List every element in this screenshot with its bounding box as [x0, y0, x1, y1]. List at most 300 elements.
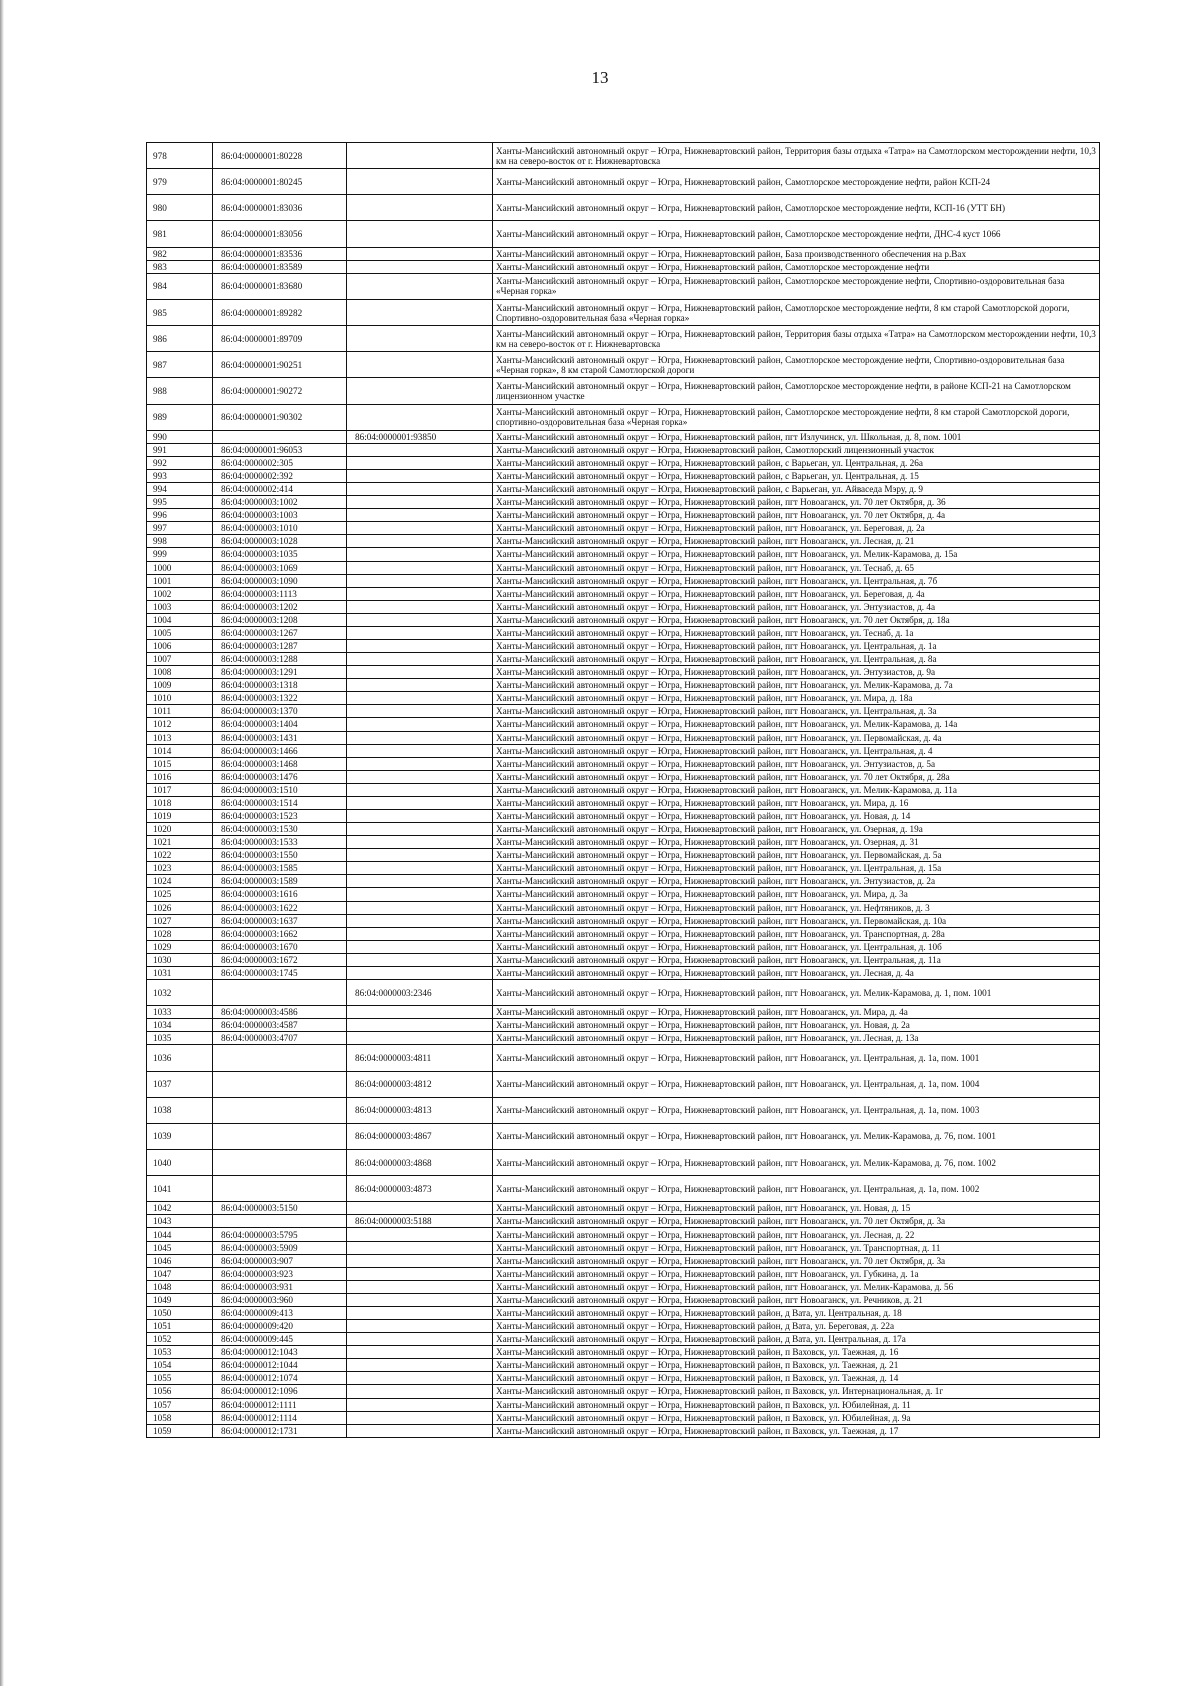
table-row	[147, 509, 1100, 522]
cadastral-number-cell: 86:04:0000003:1468	[213, 757, 347, 770]
cadastral-number-cell	[213, 1071, 347, 1097]
premises-cadastral-number-cell	[347, 940, 493, 953]
row-number-cell: 1008	[147, 666, 213, 679]
row-number-cell: 1046	[147, 1254, 213, 1267]
premises-cadastral-number-cell	[347, 169, 493, 195]
cadastral-number-cell: 86:04:0000003:1113	[213, 587, 347, 600]
row-number-cell: 1051	[147, 1320, 213, 1333]
cadastral-number-cell: 86:04:0000009:413	[213, 1306, 347, 1319]
premises-cadastral-number-cell	[347, 574, 493, 587]
row-number-cell: 1038	[147, 1097, 213, 1123]
address-cell: Ханты-Мансийский автономный округ – Югра, Нижневартовский район, пгт Новоаганск, ул. Теснаб, д. 1а	[493, 626, 1100, 639]
table-row	[147, 535, 1100, 548]
address-cell: Ханты-Мансийский автономный округ – Югра, Нижневартовский район, п Ваховск, ул. Интернациональная, д. 1г	[493, 1385, 1100, 1398]
premises-cadastral-number-cell	[347, 469, 493, 482]
table-row	[147, 744, 1100, 757]
address-cell: Ханты-Мансийский автономный округ – Югра, Нижневартовский район, д Вата, ул. Береговая, д. 22а	[493, 1320, 1100, 1333]
table-row	[147, 600, 1100, 613]
cadastral-number-cell	[213, 1176, 347, 1202]
premises-cadastral-number-cell: 86:04:0000003:4813	[347, 1097, 493, 1123]
row-number-cell: 1004	[147, 613, 213, 626]
address-cell: Ханты-Мансийский автономный округ – Югра, Нижневартовский район, пгт Новоаганск, ул. Транспортная, д. 28а	[493, 927, 1100, 940]
cadastral-number-cell: 86:04:0000003:4587	[213, 1019, 347, 1032]
cadastral-number-cell: 86:04:0000003:5909	[213, 1241, 347, 1254]
address-cell: Ханты-Мансийский автономный округ – Югра, Нижневартовский район, пгт Новоаганск, ул. Мира, д. 3а	[493, 888, 1100, 901]
cadastral-number-cell: 86:04:0000003:1288	[213, 653, 347, 666]
cadastral-number-cell: 86:04:0000003:1745	[213, 966, 347, 979]
premises-cadastral-number-cell	[347, 1280, 493, 1293]
premises-cadastral-number-cell: 86:04:0000003:4867	[347, 1123, 493, 1149]
row-number-cell: 1025	[147, 888, 213, 901]
cadastral-number-cell: 86:04:0000003:1530	[213, 823, 347, 836]
address-cell: Ханты-Мансийский автономный округ – Югра, Нижневартовский район, пгт Новоаганск, ул. Центральная, д. 3а	[493, 705, 1100, 718]
premises-cadastral-number-cell: 86:04:0000003:4868	[347, 1150, 493, 1176]
cadastral-number-cell	[213, 1150, 347, 1176]
address-cell: Ханты-Мансийский автономный округ – Югра, Нижневартовский район, Самотлорское месторождение нефти, 8 км старой Самотлорской дороги, спортивно-оздоровительная база «Черная горка»	[493, 404, 1100, 430]
row-number-cell: 1049	[147, 1293, 213, 1306]
cadastral-number-cell: 86:04:0000003:1370	[213, 705, 347, 718]
address-cell: Ханты-Мансийский автономный округ – Югра, Нижневартовский район, п Ваховск, ул. Таежная, д. 21	[493, 1359, 1100, 1372]
row-number-cell: 981	[147, 221, 213, 247]
premises-cadastral-number-cell	[347, 522, 493, 535]
table-row	[147, 195, 1100, 221]
premises-cadastral-number-cell	[347, 1019, 493, 1032]
cadastral-number-cell: 86:04:0000001:83589	[213, 260, 347, 273]
row-number-cell: 1024	[147, 875, 213, 888]
address-cell: Ханты-Мансийский автономный округ – Югра, Нижневартовский район, с Варьеган, ул. Айваседа Мэру, д. 9	[493, 483, 1100, 496]
address-cell: Ханты-Мансийский автономный округ – Югра, Нижневартовский район, пгт Новоаганск, ул. 70 лет Октября, д. 18а	[493, 613, 1100, 626]
row-number-cell: 989	[147, 404, 213, 430]
row-number-cell: 995	[147, 496, 213, 509]
table-row	[147, 770, 1100, 783]
table-row	[147, 1320, 1100, 1333]
premises-cadastral-number-cell	[347, 260, 493, 273]
row-number-cell: 1035	[147, 1032, 213, 1045]
cadastral-number-cell: 86:04:0000003:907	[213, 1254, 347, 1267]
address-cell: Ханты-Мансийский автономный округ – Югра, Нижневартовский район, Самотлорское месторождение нефти, район КСП-24	[493, 169, 1100, 195]
address-cell: Ханты-Мансийский автономный округ – Югра, Нижневартовский район, Самотлорский лицензионный участок	[493, 443, 1100, 456]
cadastral-number-cell: 86:04:0000003:1622	[213, 901, 347, 914]
address-cell: Ханты-Мансийский автономный округ – Югра, Нижневартовский район, пгт Новоаганск, ул. Центральная, д. 1а, пом. 1003	[493, 1097, 1100, 1123]
table-row	[147, 639, 1100, 652]
cadastral-number-cell: 86:04:0000001:89709	[213, 326, 347, 352]
cadastral-number-cell: 86:04:0000003:1069	[213, 561, 347, 574]
table-row	[147, 849, 1100, 862]
table-row	[147, 247, 1100, 260]
cadastral-number-cell: 86:04:0000001:83056	[213, 221, 347, 247]
address-cell: Ханты-Мансийский автономный округ – Югра, Нижневартовский район, пгт Новоаганск, ул. Центральная, д. 4	[493, 744, 1100, 757]
premises-cadastral-number-cell	[347, 496, 493, 509]
cadastral-number-cell: 86:04:0000003:1035	[213, 548, 347, 561]
cadastral-number-cell: 86:04:0000003:1523	[213, 809, 347, 822]
row-number-cell: 1044	[147, 1228, 213, 1241]
table-row	[147, 1359, 1100, 1372]
table-row	[147, 1150, 1100, 1176]
cadastral-number-cell	[213, 1215, 347, 1228]
table-row	[147, 809, 1100, 822]
row-number-cell: 1037	[147, 1071, 213, 1097]
address-cell: Ханты-Мансийский автономный округ – Югра, Нижневартовский район, пгт Новоаганск, ул. Береговая, д. 4а	[493, 587, 1100, 600]
address-cell: Ханты-Мансийский автономный округ – Югра, Нижневартовский район, п Ваховск, ул. Юбилейная, д. 9а	[493, 1411, 1100, 1424]
cadastral-number-cell	[213, 1097, 347, 1123]
address-cell: Ханты-Мансийский автономный округ – Югра, Нижневартовский район, пгт Новоаганск, ул. Береговая, д. 2а	[493, 522, 1100, 535]
address-cell: Ханты-Мансийский автономный округ – Югра, Нижневартовский район, с Ваpьеган, ул. Центральная, д. 26а	[493, 456, 1100, 469]
address-cell: Ханты-Мансийский автономный округ – Югра, Нижневартовский район, пгт Новоаганск, ул. Мира, д. 16	[493, 796, 1100, 809]
table-row	[147, 705, 1100, 718]
premises-cadastral-number-cell	[347, 718, 493, 731]
cadastral-number-cell: 86:04:0000003:1287	[213, 639, 347, 652]
premises-cadastral-number-cell	[347, 561, 493, 574]
premises-cadastral-number-cell	[347, 1320, 493, 1333]
row-number-cell: 1054	[147, 1359, 213, 1372]
row-number-cell: 1011	[147, 705, 213, 718]
row-number-cell: 1042	[147, 1202, 213, 1215]
row-number-cell: 1027	[147, 914, 213, 927]
row-number-cell: 985	[147, 299, 213, 325]
table-row	[147, 1006, 1100, 1019]
table-row	[147, 522, 1100, 535]
row-number-cell: 1043	[147, 1215, 213, 1228]
row-number-cell: 998	[147, 535, 213, 548]
address-cell: Ханты-Мансийский автономный округ – Югра, Нижневартовский район, Территория базы отдыха «Татра» на Самотлорском месторождении нефти, 10,3 км на северо-восток от г. Нижневартовска	[493, 143, 1100, 169]
table-row	[147, 888, 1100, 901]
cadastral-number-cell: 86:04:0000003:1028	[213, 535, 347, 548]
row-number-cell: 1001	[147, 574, 213, 587]
address-cell: Ханты-Мансийский автономный округ – Югра, Нижневартовский район, пгт Новоаганск, ул. Центральная, д. 11а	[493, 953, 1100, 966]
premises-cadastral-number-cell	[347, 1333, 493, 1346]
premises-cadastral-number-cell	[347, 1372, 493, 1385]
premises-cadastral-number-cell	[347, 378, 493, 404]
address-cell: Ханты-Мансийский автономный округ – Югра, Нижневартовский район, пгт Новоаганск, ул. Энтузиастов, д. 9а	[493, 666, 1100, 679]
table-row	[147, 143, 1100, 169]
page-number: 13	[591, 68, 609, 87]
premises-cadastral-number-cell	[347, 849, 493, 862]
row-number-cell: 1019	[147, 809, 213, 822]
row-number-cell: 1016	[147, 770, 213, 783]
table-row	[147, 1071, 1100, 1097]
address-cell: Ханты-Мансийский автономный округ – Югра, Нижневартовский район, пгт Новоаганск, ул. 70 лет Октября, д. 4а	[493, 509, 1100, 522]
premises-cadastral-number-cell	[347, 1293, 493, 1306]
cadastral-number-cell: 86:04:0000003:1510	[213, 783, 347, 796]
address-cell: Ханты-Мансийский автономный округ – Югра, Нижневартовский район, Территория базы отдыха «Татра» на Самотлорском месторождении нефти, 10,3 км на северо-восток от г. Нижневартовска	[493, 326, 1100, 352]
row-number-cell: 997	[147, 522, 213, 535]
cadastral-number-cell: 86:04:0000001:80245	[213, 169, 347, 195]
address-cell: Ханты-Мансийский автономный округ – Югра, Нижневартовский район, п Ваховск, ул. Таежная, д. 16	[493, 1346, 1100, 1359]
cadastral-number-cell: 86:04:0000003:1431	[213, 731, 347, 744]
premises-cadastral-number-cell	[347, 404, 493, 430]
table-row	[147, 1228, 1100, 1241]
row-number-cell: 983	[147, 260, 213, 273]
table-row	[147, 469, 1100, 482]
row-number-cell: 990	[147, 430, 213, 443]
address-cell: Ханты-Мансийский автономный округ – Югра, Нижневартовский район, Самотлорское месторождение нефти, Спортивно-оздоровительная база «Черная горка»	[493, 273, 1100, 299]
cadastral-number-cell: 86:04:0000001:90272	[213, 378, 347, 404]
table-row	[147, 326, 1100, 352]
premises-cadastral-number-cell	[347, 901, 493, 914]
row-number-cell: 1023	[147, 862, 213, 875]
premises-cadastral-number-cell	[347, 1228, 493, 1241]
cadastral-number-cell: 86:04:0000012:1043	[213, 1346, 347, 1359]
address-cell: Ханты-Мансийский автономный округ – Югра, Нижневартовский район, пгт Новоаганск, ул. 70 лет Октября, д. 36	[493, 496, 1100, 509]
cadastral-number-cell: 86:04:0000009:420	[213, 1320, 347, 1333]
table-row	[147, 718, 1100, 731]
table-row	[147, 1267, 1100, 1280]
address-cell: Ханты-Мансийский автономный округ – Югра, Нижневартовский район, пгт Новоаганск, ул. 70 лет Октября, д. 3а	[493, 1254, 1100, 1267]
table-row	[147, 1306, 1100, 1319]
table-row	[147, 548, 1100, 561]
premises-cadastral-number-cell	[347, 456, 493, 469]
address-cell: Ханты-Мансийский автономный округ – Югра, Нижневартовский район, пгт Новоаганск, ул. Центральная, д. 15а	[493, 862, 1100, 875]
cadastral-number-cell: 86:04:0000003:5795	[213, 1228, 347, 1241]
row-number-cell: 1013	[147, 731, 213, 744]
premises-cadastral-number-cell	[347, 823, 493, 836]
table-row	[147, 404, 1100, 430]
premises-cadastral-number-cell	[347, 705, 493, 718]
row-number-cell: 992	[147, 456, 213, 469]
row-number-cell: 1002	[147, 587, 213, 600]
cadastral-number-cell: 86:04:0000001:80228	[213, 143, 347, 169]
address-cell: Ханты-Мансийский автономный округ – Югра, Нижневартовский район, пгт Излучинск, ул. Школьная, д. 8, пом. 1001	[493, 430, 1100, 443]
premises-cadastral-number-cell	[347, 1385, 493, 1398]
cadastral-number-cell: 86:04:0000002:414	[213, 483, 347, 496]
premises-cadastral-number-cell	[347, 1006, 493, 1019]
address-cell: Ханты-Мансийский автономный округ – Югра, Нижневартовский район, пгт Новоаганск, ул. Мелик-Карамова, д. 11а	[493, 783, 1100, 796]
row-number-cell: 1017	[147, 783, 213, 796]
table-row	[147, 823, 1100, 836]
row-number-cell: 1006	[147, 639, 213, 652]
table-row	[147, 352, 1100, 378]
table-row	[147, 626, 1100, 639]
row-number-cell: 984	[147, 273, 213, 299]
cadastral-number-cell: 86:04:0000012:1074	[213, 1372, 347, 1385]
address-cell: Ханты-Мансийский автономный округ – Югра, Нижневартовский район, пгт Новоаганск, ул. Энтузиастов, д. 4а	[493, 600, 1100, 613]
row-number-cell: 987	[147, 352, 213, 378]
table-row	[147, 587, 1100, 600]
premises-cadastral-number-cell	[347, 1202, 493, 1215]
table-row	[147, 1254, 1100, 1267]
premises-cadastral-number-cell	[347, 247, 493, 260]
cadastral-number-cell: 86:04:0000003:1318	[213, 679, 347, 692]
table-row	[147, 443, 1100, 456]
address-cell: Ханты-Мансийский автономный округ – Югра, Нижневартовский район, п Ваховск, ул. Таежная, д. 17	[493, 1424, 1100, 1437]
cadastral-number-cell: 86:04:0000003:960	[213, 1293, 347, 1306]
address-cell: Ханты-Мансийский автономный округ – Югра, Нижневартовский район, пгт Новоаганск, ул. 70 лет Октября, д. 28а	[493, 770, 1100, 783]
cadastral-number-cell	[213, 1123, 347, 1149]
address-cell: Ханты-Мансийский автономный округ – Югра, Нижневартовский район, пгт Новоаганск, ул. Первомайская, д. 5а	[493, 849, 1100, 862]
row-number-cell: 1057	[147, 1398, 213, 1411]
address-cell: Ханты-Мансийский автономный округ – Югра, Нижневартовский район, База производственного обеспечения на р.Вах	[493, 247, 1100, 260]
premises-cadastral-number-cell	[347, 1411, 493, 1424]
premises-cadastral-number-cell	[347, 1398, 493, 1411]
table-row	[147, 1280, 1100, 1293]
address-cell: Ханты-Мансийский автономный округ – Югра, Нижневартовский район, пгт Новоаганск, ул. Мелик-Карамова, д. 1, пом. 1001	[493, 980, 1100, 1006]
table-row	[147, 914, 1100, 927]
address-cell: Ханты-Мансийский автономный округ – Югра, Нижневартовский район, пгт Новоаганск, ул. Лесная, д. 13а	[493, 1032, 1100, 1045]
cadastral-number-cell: 86:04:0000009:445	[213, 1333, 347, 1346]
table-row	[147, 169, 1100, 195]
cadastral-number-cell: 86:04:0000003:1466	[213, 744, 347, 757]
cadastral-number-cell: 86:04:0000003:1662	[213, 927, 347, 940]
address-cell: Ханты-Мансийский автономный округ – Югра, Нижневартовский район, пгт Новоаганск, ул. Новая, д. 14	[493, 809, 1100, 822]
premises-cadastral-number-cell: 86:04:0000001:93850	[347, 430, 493, 443]
table-row	[147, 953, 1100, 966]
address-cell: Ханты-Мансийский автономный округ – Югра, Нижневартовский район, пгт Новоаганск, ул. Первомайская, д. 4а	[493, 731, 1100, 744]
table-row	[147, 862, 1100, 875]
row-number-cell: 1003	[147, 600, 213, 613]
table-row	[147, 221, 1100, 247]
table-row	[147, 1333, 1100, 1346]
row-number-cell: 1030	[147, 953, 213, 966]
cadastral-number-cell: 86:04:0000001:90251	[213, 352, 347, 378]
address-cell: Ханты-Мансийский автономный округ – Югра, Нижневартовский район, пгт Новоаганск, ул. Центральная, д. 1а	[493, 639, 1100, 652]
cadastral-number-cell: 86:04:0000002:392	[213, 469, 347, 482]
table-row	[147, 1019, 1100, 1032]
cadastral-number-cell: 86:04:0000001:90302	[213, 404, 347, 430]
premises-cadastral-number-cell	[347, 888, 493, 901]
premises-cadastral-number-cell	[347, 509, 493, 522]
premises-cadastral-number-cell	[347, 875, 493, 888]
address-cell: Ханты-Мансийский автономный округ – Югра, Нижневартовский район, пгт Новоаганск, ул. Мелик-Карамова, д. 76, пом. 1002	[493, 1150, 1100, 1176]
table-row	[147, 483, 1100, 496]
property-table	[146, 142, 1100, 1438]
cadastral-number-cell: 86:04:0000003:1550	[213, 849, 347, 862]
cadastral-number-cell: 86:04:0000003:923	[213, 1267, 347, 1280]
table-row	[147, 692, 1100, 705]
row-number-cell: 1029	[147, 940, 213, 953]
cadastral-number-cell	[213, 1045, 347, 1071]
cadastral-number-cell: 86:04:0000012:1731	[213, 1424, 347, 1437]
address-cell: Ханты-Мансийский автономный округ – Югра, Нижневартовский район, пгт Новоаганск, ул. Озерная, д. 31	[493, 836, 1100, 849]
row-number-cell: 994	[147, 483, 213, 496]
address-cell: Ханты-Мансийский автономный округ – Югра, Нижневартовский район, пгт Новоаганск, ул. Центральная, д. 1а, пом. 1001	[493, 1045, 1100, 1071]
row-number-cell: 1034	[147, 1019, 213, 1032]
cadastral-number-cell	[213, 980, 347, 1006]
premises-cadastral-number-cell	[347, 692, 493, 705]
cadastral-number-cell: 86:04:0000003:1003	[213, 509, 347, 522]
row-number-cell: 986	[147, 326, 213, 352]
row-number-cell: 1022	[147, 849, 213, 862]
row-number-cell: 1021	[147, 836, 213, 849]
premises-cadastral-number-cell	[347, 914, 493, 927]
table-row	[147, 1032, 1100, 1045]
table-row	[147, 679, 1100, 692]
premises-cadastral-number-cell	[347, 679, 493, 692]
row-number-cell: 1026	[147, 901, 213, 914]
table-row	[147, 836, 1100, 849]
row-number-cell: 1007	[147, 653, 213, 666]
premises-cadastral-number-cell	[347, 1359, 493, 1372]
address-cell: Ханты-Мансийский автономный округ – Югра, Нижневартовский район, пгт Новоаганск, ул. Новая, д. 2а	[493, 1019, 1100, 1032]
premises-cadastral-number-cell	[347, 600, 493, 613]
row-number-cell: 1005	[147, 626, 213, 639]
premises-cadastral-number-cell	[347, 953, 493, 966]
premises-cadastral-number-cell	[347, 587, 493, 600]
table-row	[147, 299, 1100, 325]
cadastral-number-cell: 86:04:0000003:4707	[213, 1032, 347, 1045]
row-number-cell: 980	[147, 195, 213, 221]
premises-cadastral-number-cell	[347, 1306, 493, 1319]
premises-cadastral-number-cell	[347, 299, 493, 325]
table-row	[147, 731, 1100, 744]
cadastral-number-cell: 86:04:0000003:1585	[213, 862, 347, 875]
table-row	[147, 666, 1100, 679]
table-row	[147, 1176, 1100, 1202]
table-row	[147, 561, 1100, 574]
row-number-cell: 1056	[147, 1385, 213, 1398]
table-row	[147, 875, 1100, 888]
premises-cadastral-number-cell	[347, 862, 493, 875]
cadastral-number-cell: 86:04:0000003:1090	[213, 574, 347, 587]
address-cell: Ханты-Мансийский автономный округ – Югра, Нижневартовский район, пгт Новоаганск, ул. Озерная, д. 19а	[493, 823, 1100, 836]
table-row	[147, 1398, 1100, 1411]
address-cell: Ханты-Мансийский автономный округ – Югра, Нижневартовский район, пгт Новоаганск, ул. Центральная, д. 7б	[493, 574, 1100, 587]
premises-cadastral-number-cell	[347, 1032, 493, 1045]
table-row	[147, 1346, 1100, 1359]
premises-cadastral-number-cell	[347, 757, 493, 770]
cadastral-number-cell: 86:04:0000003:1010	[213, 522, 347, 535]
premises-cadastral-number-cell	[347, 731, 493, 744]
cadastral-number-cell: 86:04:0000001:83536	[213, 247, 347, 260]
premises-cadastral-number-cell	[347, 796, 493, 809]
premises-cadastral-number-cell	[347, 443, 493, 456]
address-cell: Ханты-Мансийский автономный округ – Югра, Нижневартовский район, пгт Новоаганск, ул. Мелик-Карамова, д. 7а	[493, 679, 1100, 692]
premises-cadastral-number-cell	[347, 639, 493, 652]
address-cell: Ханты-Мансийский автономный округ – Югра, Нижневартовский район, пгт Новоаганск, ул. Центральная, д. 10б	[493, 940, 1100, 953]
table-row	[147, 1215, 1100, 1228]
cadastral-number-cell: 86:04:0000003:1589	[213, 875, 347, 888]
cadastral-number-cell: 86:04:0000003:931	[213, 1280, 347, 1293]
address-cell: Ханты-Мансийский автономный округ – Югра, Нижневартовский район, пгт Новоаганск, ул. Речников, д. 21	[493, 1293, 1100, 1306]
premises-cadastral-number-cell	[347, 770, 493, 783]
address-cell: Ханты-Мансийский автономный округ – Югра, Нижневартовский район, пгт Новоаганск, ул. Мира, д. 18а	[493, 692, 1100, 705]
row-number-cell: 1018	[147, 796, 213, 809]
premises-cadastral-number-cell	[347, 1267, 493, 1280]
cadastral-number-cell: 86:04:0000003:1002	[213, 496, 347, 509]
row-number-cell: 1032	[147, 980, 213, 1006]
address-cell: Ханты-Мансийский автономный округ – Югра, Нижневартовский район, пгт Новоаганск, ул. Энтузиастов, д. 5а	[493, 757, 1100, 770]
cadastral-number-cell: 86:04:0000001:83036	[213, 195, 347, 221]
premises-cadastral-number-cell: 86:04:0000003:4873	[347, 1176, 493, 1202]
address-cell: Ханты-Мансийский автономный округ – Югра, Нижневартовский район, пгт Новоаганск, ул. 70 лет Октября, д. 3а	[493, 1215, 1100, 1228]
premises-cadastral-number-cell	[347, 326, 493, 352]
cadastral-number-cell: 86:04:0000003:1514	[213, 796, 347, 809]
table-row	[147, 1045, 1100, 1071]
address-cell: Ханты-Мансийский автономный округ – Югра, Нижневартовский район, пгт Новоаганск, ул. Мелик-Карамова, д. 56	[493, 1280, 1100, 1293]
row-number-cell: 1055	[147, 1372, 213, 1385]
row-number-cell: 978	[147, 143, 213, 169]
premises-cadastral-number-cell: 86:04:0000003:4811	[347, 1045, 493, 1071]
address-cell: Ханты-Мансийский автономный округ – Югра, Нижневартовский район, п Ваховск, ул. Юбилейная, д. 11	[493, 1398, 1100, 1411]
address-cell: Ханты-Мансийский автономный округ – Югра, Нижневартовский район, пгт Новоаганск, ул. Центральная, д. 8а	[493, 653, 1100, 666]
row-number-cell: 999	[147, 548, 213, 561]
address-cell: Ханты-Мансийский автономный округ – Югра, Нижневартовский район, Самотлорское месторождение нефти, 8 км старой Самотлорской дороги, Спортивно-оздоровительная база «Черная горка»	[493, 299, 1100, 325]
cadastral-number-cell: 86:04:0000003:1202	[213, 600, 347, 613]
premises-cadastral-number-cell	[347, 783, 493, 796]
row-number-cell: 1050	[147, 1306, 213, 1319]
cadastral-number-cell: 86:04:0000003:1404	[213, 718, 347, 731]
row-number-cell: 1031	[147, 966, 213, 979]
table-row	[147, 783, 1100, 796]
address-cell: Ханты-Мансийский автономный округ – Югра, Нижневартовский район, пгт Новоаганск, ул. Новая, д. 15	[493, 1202, 1100, 1215]
table-body	[147, 143, 1100, 1438]
premises-cadastral-number-cell	[347, 143, 493, 169]
address-cell: Ханты-Мансийский автономный округ – Югра, Нижневартовский район, д Вата, ул. Центральная, д. 18	[493, 1306, 1100, 1319]
table-row	[147, 1097, 1100, 1123]
table-row	[147, 966, 1100, 979]
premises-cadastral-number-cell	[347, 221, 493, 247]
row-number-cell: 1020	[147, 823, 213, 836]
table-row	[147, 757, 1100, 770]
